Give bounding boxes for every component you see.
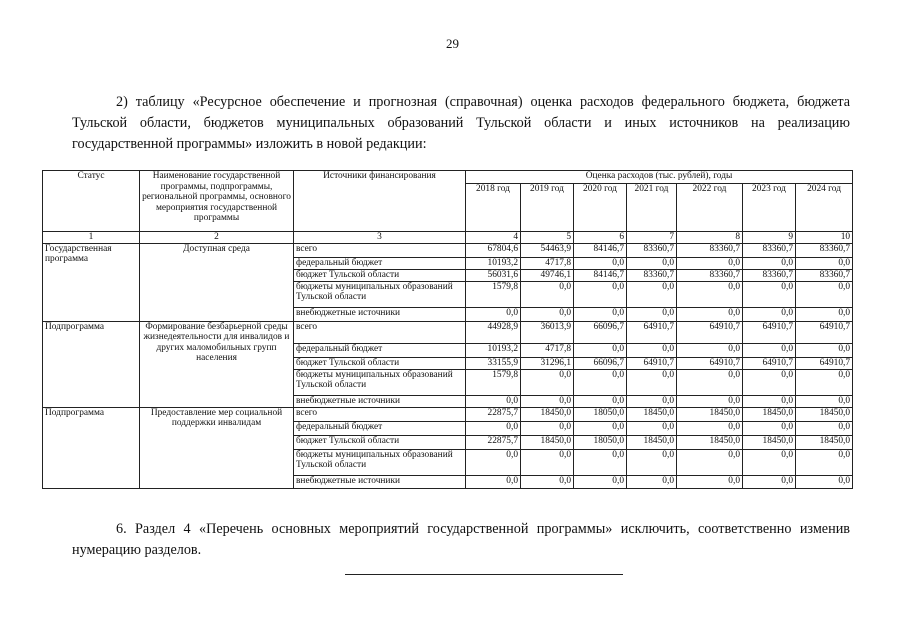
value-cell: 0,0 xyxy=(677,395,743,407)
value-cell: 22875,7 xyxy=(466,435,521,449)
source-cell: бюджет Тульской области xyxy=(294,435,466,449)
source-cell: федеральный бюджет xyxy=(294,421,466,435)
value-cell: 0,0 xyxy=(627,307,677,321)
budget-table xyxy=(42,170,853,489)
value-cell: 0,0 xyxy=(743,307,796,321)
value-cell: 0,0 xyxy=(743,257,796,269)
value-cell: 18450,0 xyxy=(796,435,853,449)
program-name-cell: Формирование безбарьерной среды жизнедеятельности для инвалидов и других маломобильных групп населения xyxy=(140,321,294,407)
column-number: 9 xyxy=(743,232,796,244)
column-number: 4 xyxy=(466,232,521,244)
value-cell: 49746,1 xyxy=(521,269,574,281)
value-cell: 0,0 xyxy=(574,257,627,269)
value-cell: 83360,7 xyxy=(677,243,743,257)
program-name-cell: Предоставление мер социальной поддержки инвалидам xyxy=(140,407,294,488)
value-cell: 0,0 xyxy=(521,281,574,307)
header-year: 2023 год xyxy=(743,184,796,232)
value-cell: 0,0 xyxy=(466,421,521,435)
value-cell: 0,0 xyxy=(574,421,627,435)
value-cell: 18450,0 xyxy=(743,407,796,421)
value-cell: 64910,7 xyxy=(743,321,796,343)
value-cell: 64910,7 xyxy=(677,357,743,369)
closing-paragraph: 6. Раздел 4 «Перечень основных мероприятий государственной программы» исключить, соответственно изменив нумерацию разделов. xyxy=(72,521,850,558)
value-cell: 0,0 xyxy=(743,395,796,407)
value-cell: 0,0 xyxy=(521,449,574,475)
column-number: 7 xyxy=(627,232,677,244)
value-cell: 0,0 xyxy=(677,369,743,395)
value-cell: 0,0 xyxy=(743,369,796,395)
source-cell: внебюджетные источники xyxy=(294,307,466,321)
source-cell: федеральный бюджет xyxy=(294,257,466,269)
value-cell: 0,0 xyxy=(466,395,521,407)
value-cell: 0,0 xyxy=(796,307,853,321)
value-cell: 0,0 xyxy=(627,369,677,395)
value-cell: 83360,7 xyxy=(743,243,796,257)
column-number: 8 xyxy=(677,232,743,244)
value-cell: 0,0 xyxy=(677,475,743,488)
value-cell: 54463,9 xyxy=(521,243,574,257)
value-cell: 83360,7 xyxy=(796,243,853,257)
value-cell: 0,0 xyxy=(627,395,677,407)
source-cell: бюджеты муниципальных образований Тульской области xyxy=(294,449,466,475)
value-cell: 0,0 xyxy=(574,281,627,307)
table-row xyxy=(43,321,853,343)
value-cell: 84146,7 xyxy=(574,243,627,257)
value-cell: 0,0 xyxy=(796,281,853,307)
value-cell: 0,0 xyxy=(796,475,853,488)
value-cell: 0,0 xyxy=(743,475,796,488)
header-sources: Источники финансирования xyxy=(294,171,466,232)
value-cell: 67804,6 xyxy=(466,243,521,257)
source-cell: бюджеты муниципальных образований Тульской области xyxy=(294,369,466,395)
header-year: 2024 год xyxy=(796,184,853,232)
value-cell: 18050,0 xyxy=(574,407,627,421)
value-cell: 0,0 xyxy=(677,307,743,321)
header-year: 2020 год xyxy=(574,184,627,232)
value-cell: 0,0 xyxy=(574,395,627,407)
value-cell: 0,0 xyxy=(677,281,743,307)
value-cell: 0,0 xyxy=(574,449,627,475)
source-cell: бюджет Тульской области xyxy=(294,357,466,369)
column-number: 1 xyxy=(43,232,140,244)
header-estimate: Оценка расходов (тыс. рублей), годы xyxy=(466,171,853,184)
value-cell: 0,0 xyxy=(627,449,677,475)
value-cell: 18450,0 xyxy=(677,435,743,449)
source-cell: бюджеты муниципальных образований Тульской области xyxy=(294,281,466,307)
header-year: 2021 год xyxy=(627,184,677,232)
value-cell: 1579,8 xyxy=(466,281,521,307)
value-cell: 0,0 xyxy=(521,395,574,407)
value-cell: 18450,0 xyxy=(521,407,574,421)
value-cell: 0,0 xyxy=(521,307,574,321)
value-cell: 0,0 xyxy=(466,449,521,475)
value-cell: 0,0 xyxy=(743,421,796,435)
value-cell: 18450,0 xyxy=(743,435,796,449)
header-name: Наименование государственной программы, подпрограммы, региональной программы, основного мероприятия государственной программы xyxy=(140,171,294,232)
value-cell: 0,0 xyxy=(677,449,743,475)
source-cell: всего xyxy=(294,407,466,421)
value-cell: 0,0 xyxy=(796,343,853,357)
status-cell: Государственная программа xyxy=(43,243,140,321)
value-cell: 66096,7 xyxy=(574,357,627,369)
closing-divider xyxy=(345,574,623,575)
value-cell: 0,0 xyxy=(627,421,677,435)
value-cell: 0,0 xyxy=(677,343,743,357)
value-cell: 18450,0 xyxy=(796,407,853,421)
value-cell: 0,0 xyxy=(796,369,853,395)
value-cell: 0,0 xyxy=(574,369,627,395)
table-row xyxy=(43,243,853,257)
value-cell: 0,0 xyxy=(743,343,796,357)
value-cell: 0,0 xyxy=(627,343,677,357)
value-cell: 64910,7 xyxy=(796,321,853,343)
header-year: 2018 год xyxy=(466,184,521,232)
column-number: 10 xyxy=(796,232,853,244)
intro-paragraph: 2) таблицу «Ресурсное обеспечение и прогнозная (справочная) оценка расходов федерального бюджета, бюджета Тульской области, бюджетов муниципальных образований Тульской области и иных источников на реализацию государственной программы» изложить в новой редакции: xyxy=(72,94,850,152)
value-cell: 0,0 xyxy=(521,421,574,435)
column-number: 6 xyxy=(574,232,627,244)
value-cell: 33155,9 xyxy=(466,357,521,369)
value-cell: 0,0 xyxy=(466,475,521,488)
value-cell: 0,0 xyxy=(627,281,677,307)
value-cell: 0,0 xyxy=(574,307,627,321)
value-cell: 0,0 xyxy=(743,281,796,307)
value-cell: 0,0 xyxy=(677,257,743,269)
value-cell: 0,0 xyxy=(574,343,627,357)
column-number: 5 xyxy=(521,232,574,244)
value-cell: 56031,6 xyxy=(466,269,521,281)
value-cell: 83360,7 xyxy=(796,269,853,281)
value-cell: 4717,8 xyxy=(521,343,574,357)
value-cell: 0,0 xyxy=(627,257,677,269)
status-cell: Подпрограмма xyxy=(43,407,140,488)
value-cell: 1579,8 xyxy=(466,369,521,395)
value-cell: 10193,2 xyxy=(466,343,521,357)
value-cell: 4717,8 xyxy=(521,257,574,269)
value-cell: 0,0 xyxy=(521,369,574,395)
header-status: Статус xyxy=(43,171,140,232)
value-cell: 18050,0 xyxy=(574,435,627,449)
value-cell: 0,0 xyxy=(677,421,743,435)
value-cell: 0,0 xyxy=(743,449,796,475)
status-cell: Подпрограмма xyxy=(43,321,140,407)
value-cell: 0,0 xyxy=(796,421,853,435)
value-cell: 64910,7 xyxy=(677,321,743,343)
column-number: 2 xyxy=(140,232,294,244)
value-cell: 83360,7 xyxy=(627,269,677,281)
value-cell: 44928,9 xyxy=(466,321,521,343)
value-cell: 18450,0 xyxy=(677,407,743,421)
value-cell: 0,0 xyxy=(574,475,627,488)
value-cell: 64910,7 xyxy=(743,357,796,369)
value-cell: 83360,7 xyxy=(743,269,796,281)
column-number: 3 xyxy=(294,232,466,244)
value-cell: 0,0 xyxy=(466,307,521,321)
value-cell: 36013,9 xyxy=(521,321,574,343)
source-cell: федеральный бюджет xyxy=(294,343,466,357)
value-cell: 18450,0 xyxy=(627,407,677,421)
value-cell: 64910,7 xyxy=(796,357,853,369)
header-year: 2022 год xyxy=(677,184,743,232)
value-cell: 18450,0 xyxy=(521,435,574,449)
value-cell: 18450,0 xyxy=(627,435,677,449)
value-cell: 0,0 xyxy=(796,257,853,269)
source-cell: бюджет Тульской области xyxy=(294,269,466,281)
source-cell: всего xyxy=(294,243,466,257)
value-cell: 0,0 xyxy=(627,475,677,488)
source-cell: внебюджетные источники xyxy=(294,475,466,488)
program-name-cell: Доступная среда xyxy=(140,243,294,321)
value-cell: 0,0 xyxy=(521,475,574,488)
value-cell: 0,0 xyxy=(796,395,853,407)
value-cell: 64910,7 xyxy=(627,321,677,343)
value-cell: 10193,2 xyxy=(466,257,521,269)
value-cell: 64910,7 xyxy=(627,357,677,369)
value-cell: 83360,7 xyxy=(677,269,743,281)
value-cell: 22875,7 xyxy=(466,407,521,421)
value-cell: 0,0 xyxy=(796,449,853,475)
value-cell: 84146,7 xyxy=(574,269,627,281)
page-number: 29 xyxy=(446,36,459,51)
source-cell: всего xyxy=(294,321,466,343)
table-row xyxy=(43,407,853,421)
header-year: 2019 год xyxy=(521,184,574,232)
value-cell: 31296,1 xyxy=(521,357,574,369)
source-cell: внебюджетные источники xyxy=(294,395,466,407)
value-cell: 83360,7 xyxy=(627,243,677,257)
value-cell: 66096,7 xyxy=(574,321,627,343)
